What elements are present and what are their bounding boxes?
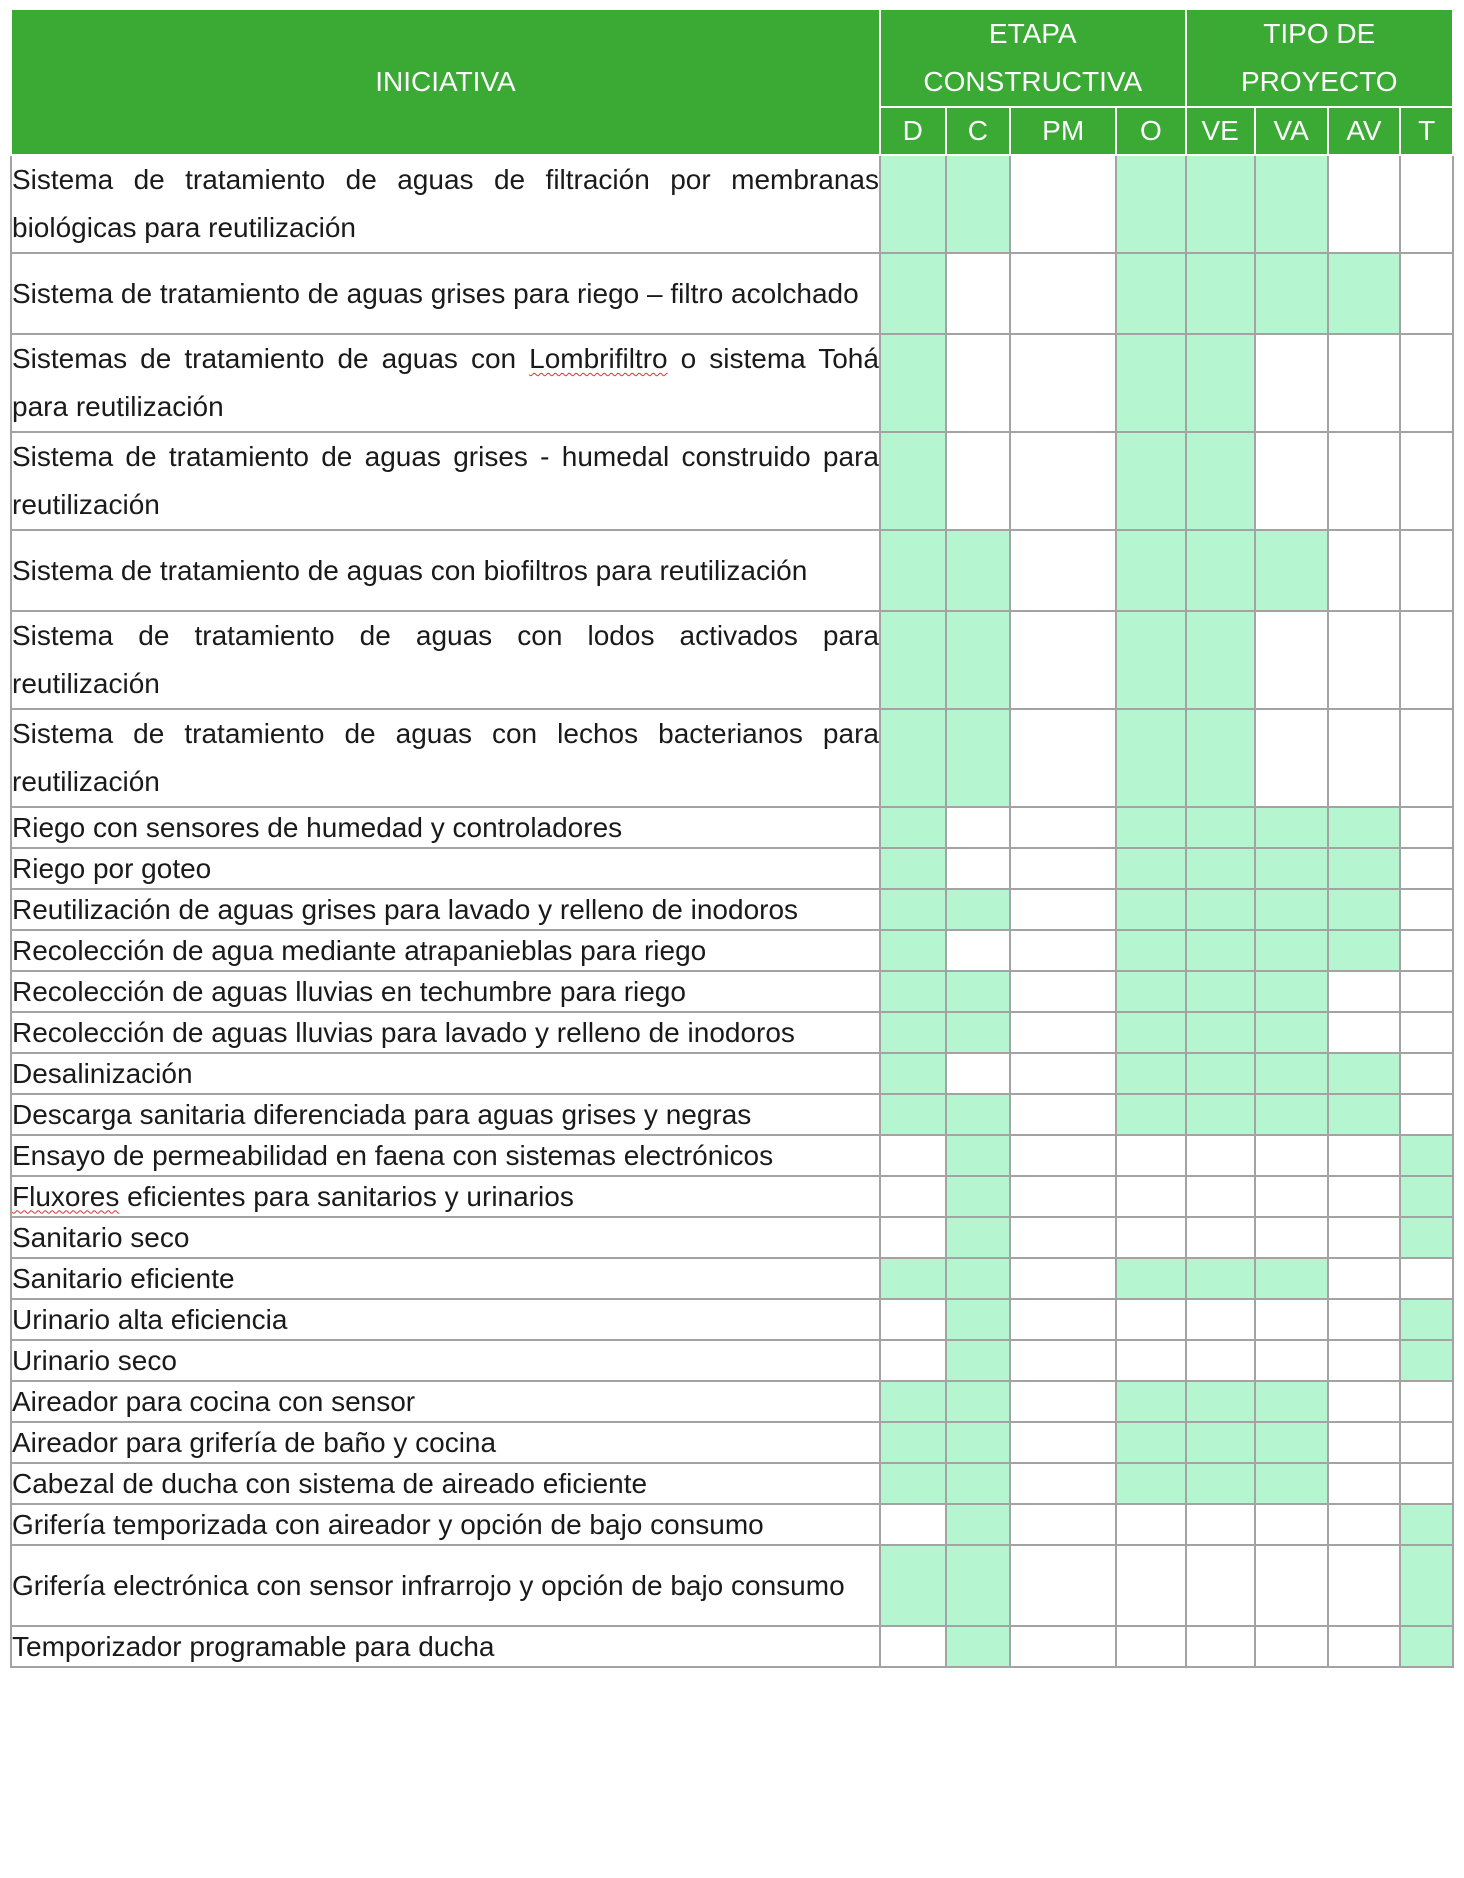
- mark-cell-t: [1400, 1094, 1453, 1135]
- table-row: [11, 1299, 1453, 1340]
- mark-cell-pm: [1010, 1258, 1116, 1299]
- mark-cell-av: [1328, 1626, 1401, 1667]
- mark-cell-o: [1116, 1545, 1185, 1626]
- iniciativa-name: Sanitario eficiente: [11, 1258, 880, 1299]
- col-header-c: C: [946, 107, 1010, 155]
- mark-cell-va: [1255, 1012, 1328, 1053]
- mark-cell-va: [1255, 530, 1328, 611]
- mark-cell-c: [946, 1545, 1010, 1626]
- iniciativa-name: Grifería electrónica con sensor infrarrojo y opción de bajo consumo: [11, 1545, 880, 1626]
- mark-cell-t: [1400, 1504, 1453, 1545]
- mark-cell-ve: [1186, 1012, 1255, 1053]
- mark-cell-av: [1328, 530, 1401, 611]
- mark-cell-d: [880, 709, 946, 807]
- mark-cell-d: [880, 1422, 946, 1463]
- mark-cell-av: [1328, 1463, 1401, 1504]
- mark-cell-c: [946, 930, 1010, 971]
- mark-cell-av: [1328, 1299, 1401, 1340]
- col-header-va: VA: [1255, 107, 1328, 155]
- mark-cell-av: [1328, 848, 1401, 889]
- mark-cell-pm: [1010, 971, 1116, 1012]
- table-row: [11, 611, 1453, 709]
- mark-cell-c: [946, 1135, 1010, 1176]
- mark-cell-va: [1255, 1504, 1328, 1545]
- mark-cell-av: [1328, 1504, 1401, 1545]
- mark-cell-d: [880, 1504, 946, 1545]
- iniciativa-name: Sistema de tratamiento de aguas de filtración por membranas biológicas para reutilización: [11, 155, 880, 253]
- table-row: [11, 709, 1453, 807]
- mark-cell-c: [946, 432, 1010, 530]
- mark-cell-d: [880, 848, 946, 889]
- mark-cell-d: [880, 334, 946, 432]
- mark-cell-pm: [1010, 848, 1116, 889]
- mark-cell-t: [1400, 253, 1453, 334]
- mark-cell-o: [1116, 530, 1185, 611]
- iniciativa-name: Aireador para grifería de baño y cocina: [11, 1422, 880, 1463]
- col-header-av: AV: [1328, 107, 1401, 155]
- mark-cell-pm: [1010, 253, 1116, 334]
- mark-cell-c: [946, 1012, 1010, 1053]
- mark-cell-d: [880, 807, 946, 848]
- iniciativas-table: [10, 8, 1454, 1668]
- mark-cell-ve: [1186, 709, 1255, 807]
- mark-cell-c: [946, 611, 1010, 709]
- mark-cell-av: [1328, 1094, 1401, 1135]
- table-row: [11, 1381, 1453, 1422]
- table-row: [11, 848, 1453, 889]
- mark-cell-va: [1255, 1176, 1328, 1217]
- mark-cell-va: [1255, 1463, 1328, 1504]
- mark-cell-c: [946, 889, 1010, 930]
- col-header-pm: PM: [1010, 107, 1116, 155]
- mark-cell-d: [880, 930, 946, 971]
- mark-cell-t: [1400, 1545, 1453, 1626]
- mark-cell-pm: [1010, 155, 1116, 253]
- mark-cell-t: [1400, 334, 1453, 432]
- mark-cell-av: [1328, 889, 1401, 930]
- table-row: [11, 971, 1453, 1012]
- iniciativa-name: Recolección de aguas lluvias para lavado y relleno de inodoros: [11, 1012, 880, 1053]
- mark-cell-c: [946, 1094, 1010, 1135]
- mark-cell-o: [1116, 1258, 1185, 1299]
- mark-cell-o: [1116, 334, 1185, 432]
- mark-cell-ve: [1186, 1463, 1255, 1504]
- mark-cell-pm: [1010, 1176, 1116, 1217]
- col-header-ve: VE: [1186, 107, 1255, 155]
- mark-cell-ve: [1186, 611, 1255, 709]
- mark-cell-av: [1328, 1545, 1401, 1626]
- mark-cell-d: [880, 1217, 946, 1258]
- mark-cell-o: [1116, 709, 1185, 807]
- mark-cell-d: [880, 1340, 946, 1381]
- mark-cell-va: [1255, 848, 1328, 889]
- mark-cell-o: [1116, 930, 1185, 971]
- mark-cell-va: [1255, 1626, 1328, 1667]
- iniciativa-name: [11, 1176, 880, 1217]
- mark-cell-t: [1400, 1135, 1453, 1176]
- mark-cell-d: [880, 611, 946, 709]
- mark-cell-pm: [1010, 1504, 1116, 1545]
- mark-cell-t: [1400, 930, 1453, 971]
- mark-cell-d: [880, 1299, 946, 1340]
- table-row: [11, 1258, 1453, 1299]
- table-row: [11, 1012, 1453, 1053]
- table-row: [11, 1545, 1453, 1626]
- mark-cell-ve: [1186, 807, 1255, 848]
- mark-cell-c: [946, 1626, 1010, 1667]
- mark-cell-t: [1400, 1381, 1453, 1422]
- mark-cell-o: [1116, 1299, 1185, 1340]
- mark-cell-t: [1400, 889, 1453, 930]
- mark-cell-av: [1328, 971, 1401, 1012]
- table-row: [11, 889, 1453, 930]
- table-row: [11, 1053, 1453, 1094]
- mark-cell-av: [1328, 1258, 1401, 1299]
- mark-cell-c: [946, 1176, 1010, 1217]
- mark-cell-va: [1255, 253, 1328, 334]
- mark-cell-va: [1255, 1094, 1328, 1135]
- iniciativa-name: Riego por goteo: [11, 848, 880, 889]
- mark-cell-pm: [1010, 611, 1116, 709]
- mark-cell-av: [1328, 1217, 1401, 1258]
- mark-cell-ve: [1186, 1135, 1255, 1176]
- iniciativa-name: Sistema de tratamiento de aguas grises para riego – filtro acolchado: [11, 253, 880, 334]
- table-row: [11, 334, 1453, 432]
- mark-cell-d: [880, 155, 946, 253]
- mark-cell-t: [1400, 1340, 1453, 1381]
- iniciativa-name: Sistema de tratamiento de aguas con lodos activados para reutilización: [11, 611, 880, 709]
- mark-cell-t: [1400, 1258, 1453, 1299]
- iniciativa-name: Recolección de aguas lluvias en techumbre para riego: [11, 971, 880, 1012]
- mark-cell-t: [1400, 1422, 1453, 1463]
- mark-cell-pm: [1010, 530, 1116, 611]
- mark-cell-c: [946, 334, 1010, 432]
- mark-cell-o: [1116, 848, 1185, 889]
- mark-cell-ve: [1186, 1176, 1255, 1217]
- mark-cell-ve: [1186, 1422, 1255, 1463]
- mark-cell-ve: [1186, 1094, 1255, 1135]
- mark-cell-ve: [1186, 432, 1255, 530]
- mark-cell-av: [1328, 1176, 1401, 1217]
- mark-cell-va: [1255, 1053, 1328, 1094]
- mark-cell-av: [1328, 253, 1401, 334]
- name-text: Sistemas de tratamiento de aguas con: [12, 343, 530, 374]
- table-row: [11, 930, 1453, 971]
- mark-cell-av: [1328, 1422, 1401, 1463]
- mark-cell-d: [880, 1176, 946, 1217]
- mark-cell-va: [1255, 1340, 1328, 1381]
- mark-cell-d: [880, 253, 946, 334]
- mark-cell-pm: [1010, 889, 1116, 930]
- iniciativa-name: Sanitario seco: [11, 1217, 880, 1258]
- mark-cell-c: [946, 807, 1010, 848]
- mark-cell-ve: [1186, 889, 1255, 930]
- mark-cell-va: [1255, 155, 1328, 253]
- mark-cell-va: [1255, 1299, 1328, 1340]
- mark-cell-c: [946, 848, 1010, 889]
- mark-cell-o: [1116, 155, 1185, 253]
- mark-cell-av: [1328, 334, 1401, 432]
- mark-cell-d: [880, 1463, 946, 1504]
- table-row: [11, 1422, 1453, 1463]
- mark-cell-t: [1400, 432, 1453, 530]
- mark-cell-av: [1328, 930, 1401, 971]
- mark-cell-av: [1328, 611, 1401, 709]
- mark-cell-d: [880, 530, 946, 611]
- mark-cell-pm: [1010, 1545, 1116, 1626]
- mark-cell-pm: [1010, 807, 1116, 848]
- mark-cell-ve: [1186, 1626, 1255, 1667]
- table-row: [11, 1504, 1453, 1545]
- mark-cell-ve: [1186, 971, 1255, 1012]
- iniciativa-name: Urinario alta eficiencia: [11, 1299, 880, 1340]
- mark-cell-d: [880, 1012, 946, 1053]
- iniciativa-name: [11, 334, 880, 432]
- iniciativa-name: Temporizador programable para ducha: [11, 1626, 880, 1667]
- iniciativa-name: Reutilización de aguas grises para lavado y relleno de inodoros: [11, 889, 880, 930]
- mark-cell-pm: [1010, 1053, 1116, 1094]
- table-row: [11, 432, 1453, 530]
- mark-cell-va: [1255, 1135, 1328, 1176]
- mark-cell-t: [1400, 1217, 1453, 1258]
- mark-cell-ve: [1186, 155, 1255, 253]
- mark-cell-d: [880, 1258, 946, 1299]
- iniciativa-name: Cabezal de ducha con sistema de aireado eficiente: [11, 1463, 880, 1504]
- mark-cell-va: [1255, 709, 1328, 807]
- mark-cell-d: [880, 1381, 946, 1422]
- mark-cell-va: [1255, 1258, 1328, 1299]
- mark-cell-c: [946, 1381, 1010, 1422]
- table-row: [11, 530, 1453, 611]
- tipo-de-proyecto-header: TIPO DE PROYECTO: [1186, 9, 1453, 107]
- iniciativa-name: Aireador para cocina con sensor: [11, 1381, 880, 1422]
- mark-cell-o: [1116, 1012, 1185, 1053]
- mark-cell-av: [1328, 432, 1401, 530]
- table-row: [11, 807, 1453, 848]
- iniciativa-name: Descarga sanitaria diferenciada para aguas grises y negras: [11, 1094, 880, 1135]
- mark-cell-pm: [1010, 1012, 1116, 1053]
- mark-cell-c: [946, 530, 1010, 611]
- table-row: [11, 1217, 1453, 1258]
- mark-cell-c: [946, 1340, 1010, 1381]
- mark-cell-o: [1116, 611, 1185, 709]
- table-row: [11, 155, 1453, 253]
- mark-cell-pm: [1010, 1217, 1116, 1258]
- iniciativa-header: INICIATIVA: [11, 9, 880, 155]
- col-header-t: T: [1400, 107, 1453, 155]
- mark-cell-av: [1328, 1381, 1401, 1422]
- mark-cell-va: [1255, 1217, 1328, 1258]
- mark-cell-pm: [1010, 1135, 1116, 1176]
- mark-cell-o: [1116, 1626, 1185, 1667]
- mark-cell-t: [1400, 1053, 1453, 1094]
- mark-cell-c: [946, 1053, 1010, 1094]
- mark-cell-pm: [1010, 334, 1116, 432]
- col-header-o: O: [1116, 107, 1185, 155]
- iniciativa-name: Desalinización: [11, 1053, 880, 1094]
- mark-cell-c: [946, 1422, 1010, 1463]
- mark-cell-av: [1328, 807, 1401, 848]
- mark-cell-ve: [1186, 1258, 1255, 1299]
- iniciativa-name: Riego con sensores de humedad y controladores: [11, 807, 880, 848]
- mark-cell-d: [880, 971, 946, 1012]
- mark-cell-c: [946, 971, 1010, 1012]
- mark-cell-pm: [1010, 1463, 1116, 1504]
- spellcheck-word: Fluxores: [12, 1180, 120, 1212]
- mark-cell-o: [1116, 889, 1185, 930]
- mark-cell-va: [1255, 889, 1328, 930]
- mark-cell-pm: [1010, 709, 1116, 807]
- mark-cell-va: [1255, 1381, 1328, 1422]
- mark-cell-c: [946, 1504, 1010, 1545]
- mark-cell-va: [1255, 930, 1328, 971]
- mark-cell-pm: [1010, 1626, 1116, 1667]
- mark-cell-ve: [1186, 530, 1255, 611]
- mark-cell-t: [1400, 1012, 1453, 1053]
- mark-cell-t: [1400, 530, 1453, 611]
- table-row: [11, 253, 1453, 334]
- mark-cell-d: [880, 1545, 946, 1626]
- mark-cell-ve: [1186, 1381, 1255, 1422]
- col-header-d: D: [880, 107, 946, 155]
- iniciativa-name: Recolección de agua mediante atrapanieblas para riego: [11, 930, 880, 971]
- mark-cell-o: [1116, 1340, 1185, 1381]
- mark-cell-pm: [1010, 1422, 1116, 1463]
- mark-cell-o: [1116, 1094, 1185, 1135]
- mark-cell-o: [1116, 807, 1185, 848]
- mark-cell-c: [946, 1299, 1010, 1340]
- mark-cell-va: [1255, 807, 1328, 848]
- mark-cell-c: [946, 1217, 1010, 1258]
- mark-cell-ve: [1186, 1217, 1255, 1258]
- table-body: [11, 155, 1453, 1667]
- mark-cell-av: [1328, 1012, 1401, 1053]
- iniciativa-name: Sistema de tratamiento de aguas grises - humedal construido para reutilización: [11, 432, 880, 530]
- mark-cell-pm: [1010, 930, 1116, 971]
- mark-cell-o: [1116, 432, 1185, 530]
- mark-cell-o: [1116, 1381, 1185, 1422]
- mark-cell-t: [1400, 1299, 1453, 1340]
- table-row: [11, 1340, 1453, 1381]
- mark-cell-d: [880, 1135, 946, 1176]
- mark-cell-o: [1116, 1217, 1185, 1258]
- mark-cell-va: [1255, 1422, 1328, 1463]
- mark-cell-va: [1255, 1545, 1328, 1626]
- mark-cell-o: [1116, 1463, 1185, 1504]
- table-row: [11, 1135, 1453, 1176]
- mark-cell-va: [1255, 334, 1328, 432]
- mark-cell-c: [946, 1258, 1010, 1299]
- mark-cell-d: [880, 1053, 946, 1094]
- mark-cell-pm: [1010, 1094, 1116, 1135]
- iniciativa-name: Sistema de tratamiento de aguas con biofiltros para reutilización: [11, 530, 880, 611]
- mark-cell-c: [946, 709, 1010, 807]
- mark-cell-t: [1400, 611, 1453, 709]
- mark-cell-d: [880, 432, 946, 530]
- mark-cell-pm: [1010, 1381, 1116, 1422]
- mark-cell-t: [1400, 709, 1453, 807]
- mark-cell-t: [1400, 1176, 1453, 1217]
- mark-cell-t: [1400, 1626, 1453, 1667]
- mark-cell-o: [1116, 1422, 1185, 1463]
- mark-cell-av: [1328, 1135, 1401, 1176]
- etapa-constructiva-header: ETAPA CONSTRUCTIVA: [880, 9, 1186, 107]
- mark-cell-pm: [1010, 432, 1116, 530]
- mark-cell-ve: [1186, 334, 1255, 432]
- mark-cell-av: [1328, 1340, 1401, 1381]
- mark-cell-ve: [1186, 1504, 1255, 1545]
- table-row: [11, 1176, 1453, 1217]
- mark-cell-ve: [1186, 848, 1255, 889]
- mark-cell-o: [1116, 253, 1185, 334]
- iniciativa-name: Ensayo de permeabilidad en faena con sistemas electrónicos: [11, 1135, 880, 1176]
- mark-cell-t: [1400, 1463, 1453, 1504]
- spellcheck-word: Lombrifiltro: [529, 343, 668, 374]
- mark-cell-o: [1116, 1053, 1185, 1094]
- iniciativa-name: Urinario seco: [11, 1340, 880, 1381]
- mark-cell-va: [1255, 971, 1328, 1012]
- mark-cell-t: [1400, 807, 1453, 848]
- mark-cell-o: [1116, 1176, 1185, 1217]
- mark-cell-t: [1400, 155, 1453, 253]
- mark-cell-av: [1328, 709, 1401, 807]
- mark-cell-o: [1116, 1135, 1185, 1176]
- mark-cell-c: [946, 1463, 1010, 1504]
- name-text: eficientes para sanitarios y urinarios: [119, 1180, 574, 1212]
- table-row: [11, 1463, 1453, 1504]
- mark-cell-o: [1116, 1504, 1185, 1545]
- mark-cell-c: [946, 253, 1010, 334]
- mark-cell-ve: [1186, 1299, 1255, 1340]
- mark-cell-ve: [1186, 1340, 1255, 1381]
- iniciativa-name: Grifería temporizada con aireador y opción de bajo consumo: [11, 1504, 880, 1545]
- table-row: [11, 1094, 1453, 1135]
- mark-cell-ve: [1186, 1053, 1255, 1094]
- iniciativa-name: Sistema de tratamiento de aguas con lechos bacterianos para reutilización: [11, 709, 880, 807]
- mark-cell-t: [1400, 971, 1453, 1012]
- name-text: o sistema Tohá para reutilización: [12, 343, 879, 422]
- mark-cell-va: [1255, 432, 1328, 530]
- mark-cell-t: [1400, 848, 1453, 889]
- mark-cell-ve: [1186, 930, 1255, 971]
- mark-cell-ve: [1186, 1545, 1255, 1626]
- mark-cell-d: [880, 1094, 946, 1135]
- mark-cell-ve: [1186, 253, 1255, 334]
- mark-cell-o: [1116, 971, 1185, 1012]
- mark-cell-pm: [1010, 1299, 1116, 1340]
- mark-cell-av: [1328, 155, 1401, 253]
- mark-cell-d: [880, 1626, 946, 1667]
- mark-cell-pm: [1010, 1340, 1116, 1381]
- mark-cell-va: [1255, 611, 1328, 709]
- mark-cell-c: [946, 155, 1010, 253]
- table-row: [11, 1626, 1453, 1667]
- mark-cell-d: [880, 889, 946, 930]
- mark-cell-av: [1328, 1053, 1401, 1094]
